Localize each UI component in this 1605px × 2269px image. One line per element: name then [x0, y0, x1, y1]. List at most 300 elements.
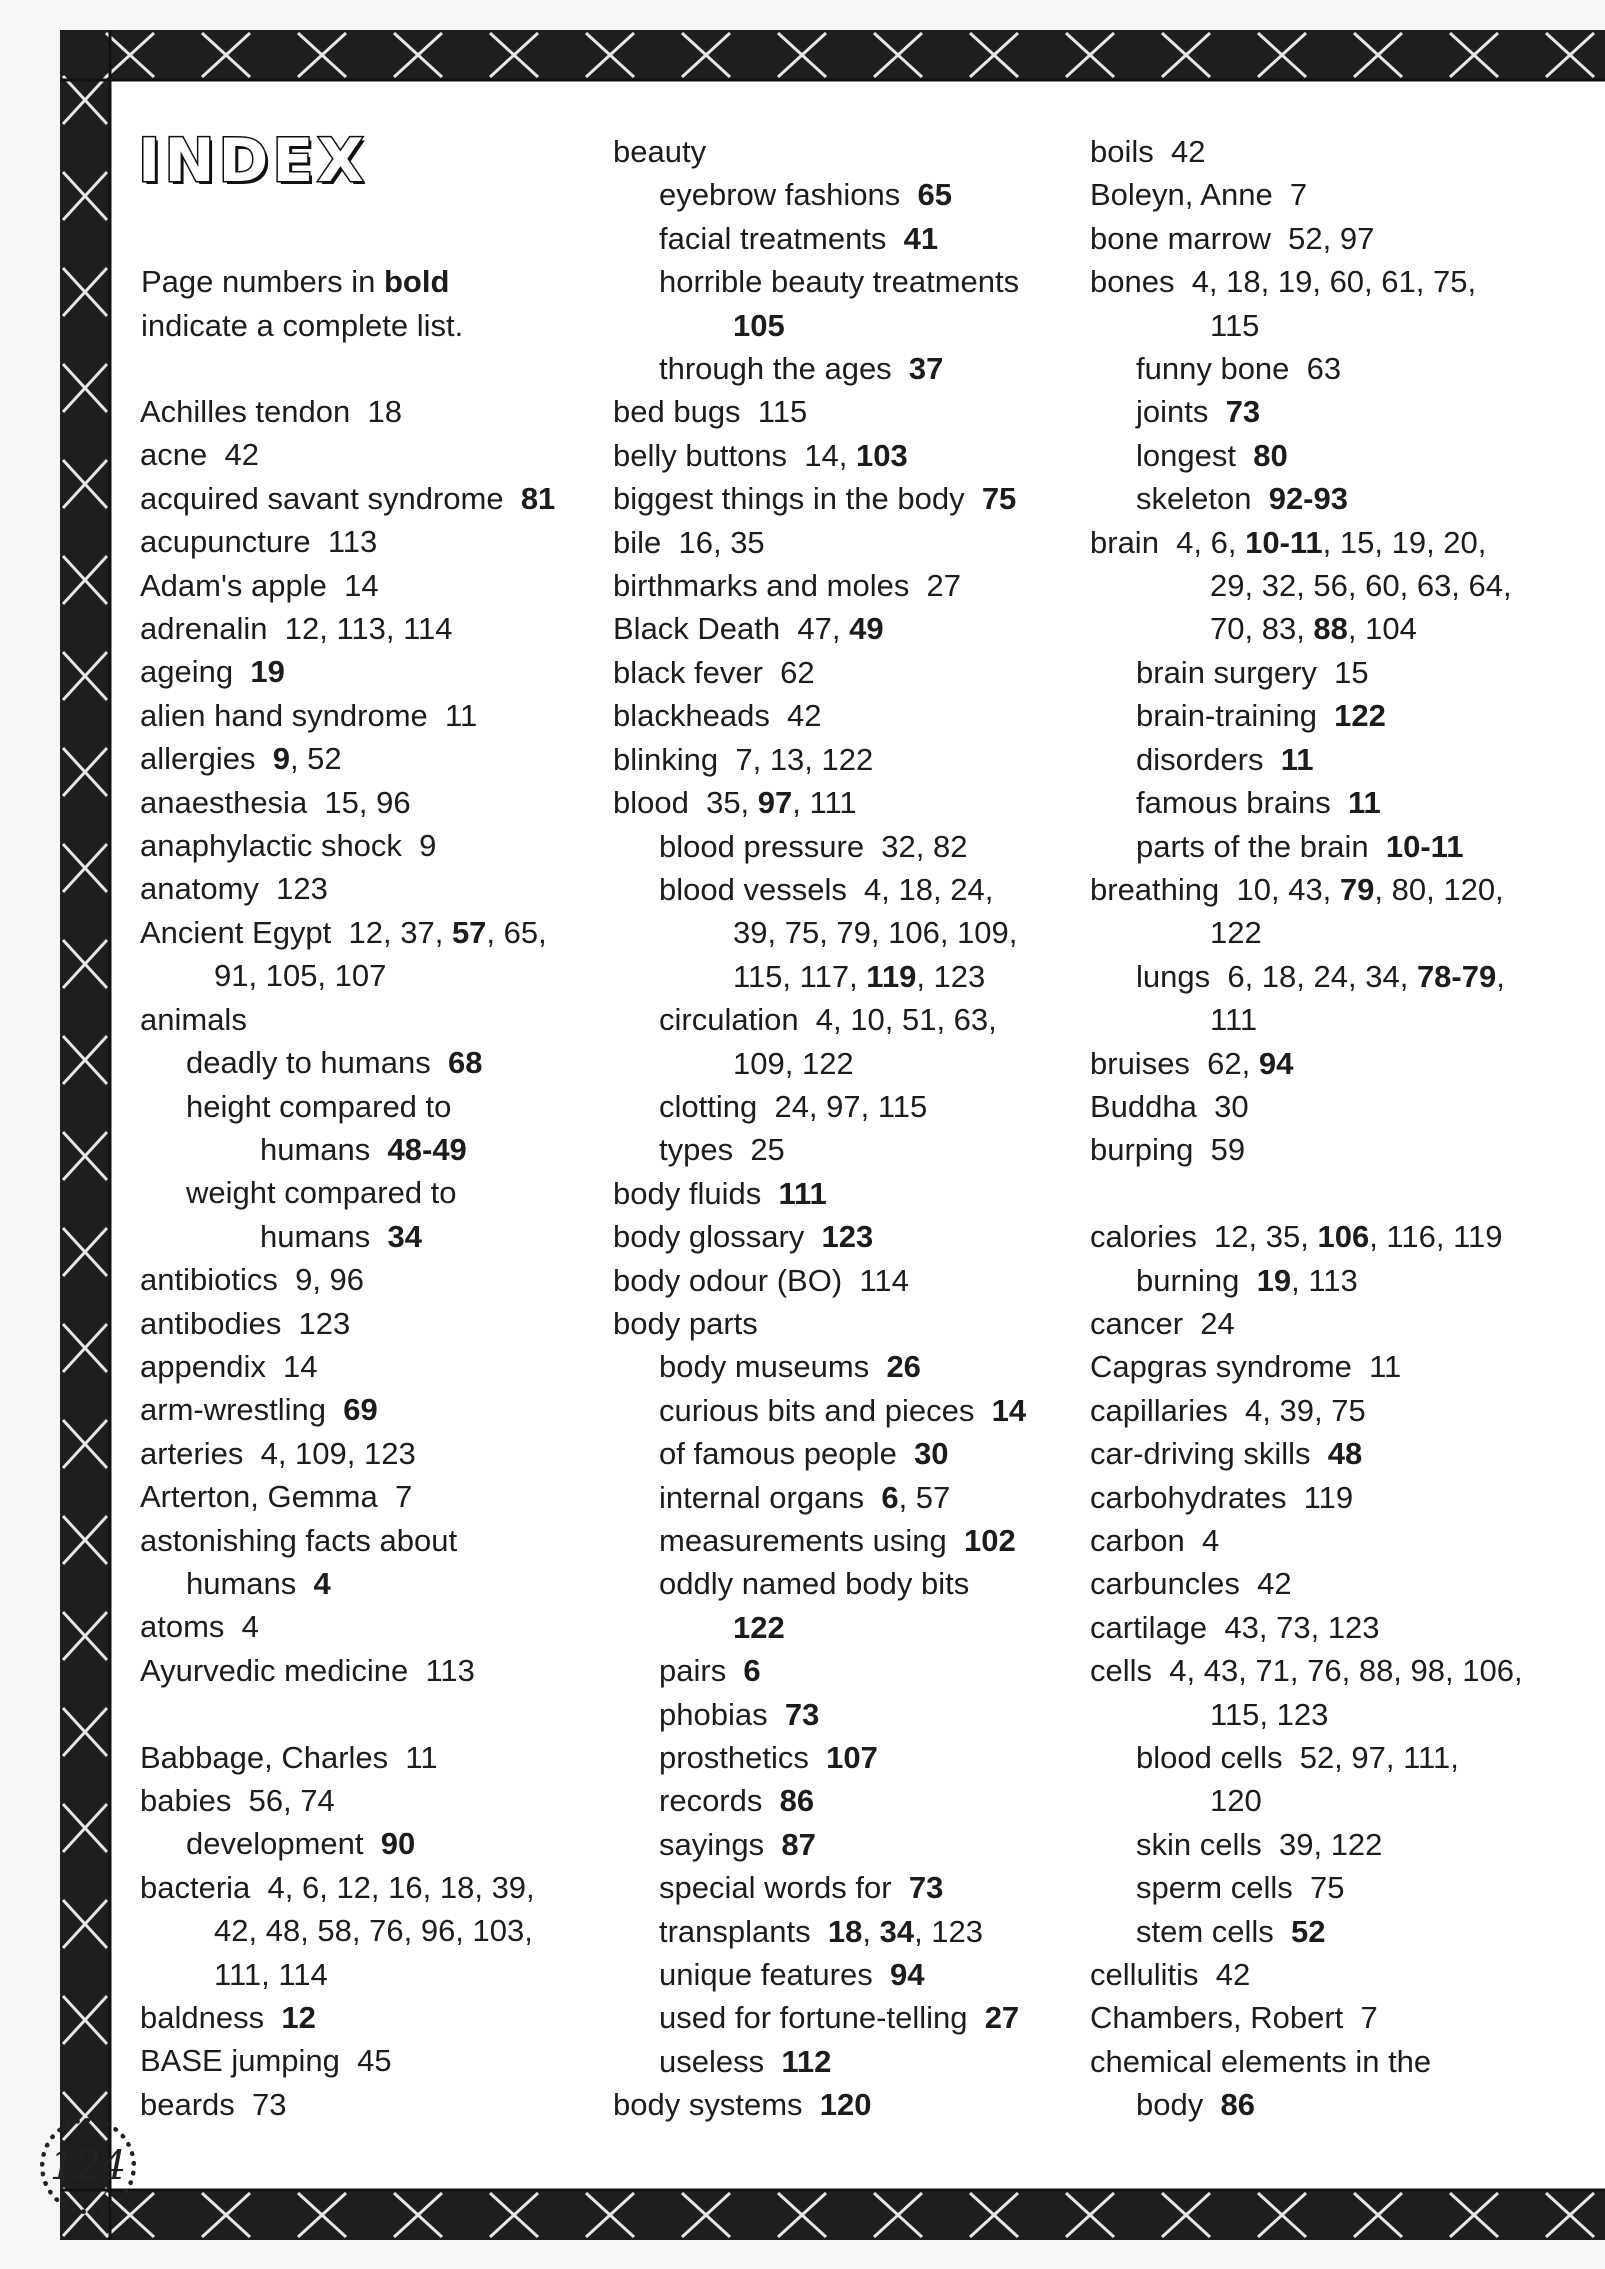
index-entry-text: unique features: [659, 1957, 890, 1993]
index-entry-text: blood pressure 32, 82: [659, 828, 968, 864]
index-entry-text: calories 12, 35,: [1090, 1219, 1318, 1255]
index-page-ref-bold: 27: [984, 2000, 1020, 2036]
index-entry-text: 115, 117,: [733, 958, 867, 994]
index-entry-text: 39, 75, 79, 106, 109,: [733, 915, 1018, 951]
index-entry-text: famous brains: [1136, 785, 1348, 821]
index-entry-text: disorders: [1136, 741, 1281, 777]
index-entry-text: sayings: [659, 1826, 782, 1862]
index-entry-text: blood 35,: [613, 785, 758, 821]
index-entry: [1090, 1259, 1605, 1302]
index-entry: [1090, 1823, 1605, 1866]
index-entry: [140, 1953, 580, 1996]
index-entry: [613, 1823, 1063, 1866]
index-entry-text: 111: [1210, 1002, 1258, 1038]
index-page-ref-bold: 6: [881, 1479, 899, 1515]
index-entry: [613, 1345, 1063, 1388]
index-entry: [140, 650, 580, 693]
index-entry: [140, 1605, 580, 1648]
index-page-ref-bold: 68: [447, 1045, 483, 1081]
index-column-2: [613, 130, 1063, 2127]
index-entry: [140, 911, 580, 954]
index-page-ref-bold: 94: [889, 1957, 925, 1993]
index-entry-text: capillaries 4, 39, 75: [1090, 1392, 1366, 1428]
index-entry-text: special words for: [659, 1870, 909, 1906]
index-entry: [1090, 1085, 1605, 1128]
index-page-ref-bold: 90: [380, 1826, 416, 1862]
index-entry-text: Buddha 30: [1090, 1088, 1249, 1124]
index-entry-text: Babbage, Charles 11: [140, 1739, 438, 1775]
index-entry-text: carbohydrates 119: [1090, 1479, 1354, 1515]
intro-note: [141, 260, 561, 348]
index-entry: [140, 1736, 580, 1779]
index-entry-text: used for fortune-telling: [659, 2000, 985, 2036]
index-page-ref-bold: 14: [991, 1392, 1027, 1428]
index-entry: [1090, 260, 1605, 303]
index-entry: [1090, 304, 1605, 347]
index-entry: [613, 651, 1063, 694]
index-entry-text: body odour (BO) 114: [613, 1262, 909, 1298]
index-entry-text: carbuncles 42: [1090, 1566, 1292, 1602]
index-entry-text: ,: [1496, 958, 1505, 994]
index-entry-text: blood cells 52, 97, 111,: [1136, 1740, 1459, 1776]
index-entry: [613, 1693, 1063, 1736]
index-entry-text: acne 42: [140, 437, 259, 473]
index-page-ref-bold: 49: [849, 611, 884, 647]
index-entry: [1090, 1606, 1605, 1649]
index-entry: [140, 1041, 580, 1084]
index-entry-text: , 15, 19, 20,: [1322, 524, 1487, 560]
index-entry: [140, 433, 580, 476]
index-entry: [1090, 738, 1605, 781]
index-entry-text: weight compared to: [186, 1175, 457, 1211]
index-entry: [140, 1085, 580, 1128]
index-page-ref-bold: 119: [866, 958, 917, 994]
index-entry: [140, 694, 580, 737]
index-entry: [1090, 130, 1605, 173]
index-entry: [613, 1476, 1063, 1519]
index-entry: [1090, 1302, 1605, 1345]
index-entry-text: , 80, 120,: [1374, 871, 1504, 907]
index-entry: [613, 868, 1063, 911]
index-entry: [613, 434, 1063, 477]
index-entry: [140, 1909, 580, 1952]
index-entry-text: Chambers, Robert 7: [1090, 2000, 1378, 2036]
index-page-ref-bold: 65: [917, 177, 952, 213]
index-entry: [1090, 955, 1605, 998]
index-page-ref-bold: 103: [856, 437, 908, 473]
intro-bold-word: bold: [383, 264, 450, 299]
index-entry: [140, 2039, 580, 2082]
page-number: 124: [40, 2118, 136, 2214]
index-entry: [613, 998, 1063, 1041]
index-page-ref-bold: 88: [1313, 611, 1348, 647]
index-page-ref-bold: 105: [733, 307, 785, 343]
index-entry-text: skeleton: [1136, 481, 1269, 517]
index-entry: [140, 954, 580, 997]
index-page-ref-bold: 86: [1220, 2087, 1255, 2123]
index-page-ref-bold: 10-11: [1385, 828, 1464, 864]
index-entry-text: burning: [1136, 1262, 1257, 1298]
index-page-ref-bold: 80: [1253, 437, 1288, 473]
index-entry-text: joints: [1136, 394, 1226, 430]
index-entry: [613, 1996, 1063, 2039]
index-entry-text: 115: [1210, 307, 1260, 343]
index-entry-text: records: [659, 1783, 780, 1819]
index-entry: [1090, 1866, 1605, 1909]
index-page-ref-bold: 87: [781, 1826, 816, 1862]
index-entry: [1090, 1953, 1605, 1996]
index-entry: [1090, 347, 1605, 390]
index-entry: [140, 867, 580, 910]
index-entry: [613, 607, 1063, 650]
index-entry: [613, 911, 1063, 954]
index-entry: [140, 824, 580, 867]
index-entry: [1090, 1389, 1605, 1432]
index-entry-text: acquired savant syndrome: [140, 480, 521, 516]
index-page-ref-bold: 79: [1339, 871, 1375, 907]
index-entry: [1090, 390, 1605, 433]
index-entry-text: , 65,: [486, 914, 547, 950]
index-entry: [613, 390, 1063, 433]
index-entry-text: 115, 123: [1210, 1696, 1329, 1732]
index-entry: [1090, 1910, 1605, 1953]
index-entry: [1090, 825, 1605, 868]
index-entry: [613, 130, 1063, 173]
index-entry-text: blackheads 42: [613, 698, 822, 734]
index-entry: [1090, 477, 1605, 520]
index-entry: [140, 1822, 580, 1865]
index-page-ref-bold: 11: [1347, 785, 1381, 821]
index-entry-text: Black Death 47,: [613, 611, 850, 647]
index-page: [108, 118, 1605, 2138]
page-title: INDEX: [138, 126, 368, 196]
index-entry-text: curious bits and pieces: [659, 1392, 992, 1428]
index-entry-text: parts of the brain: [1136, 828, 1386, 864]
index-entry-text: bones 4, 18, 19, 60, 61, 75,: [1090, 264, 1477, 300]
index-page-ref-bold: 78-79: [1416, 958, 1497, 994]
index-entry: [613, 1128, 1063, 1171]
index-entry-text: acupuncture 113: [140, 524, 378, 560]
index-page-ref-bold: 75: [981, 481, 1017, 517]
index-entry-text: humans: [186, 1565, 314, 1601]
index-entry: [140, 1215, 580, 1258]
index-page-ref-bold: 30: [914, 1436, 949, 1472]
index-entry-text: blood vessels 4, 18, 24,: [659, 871, 994, 907]
index-entry: [1090, 998, 1605, 1041]
index-entry: [613, 1953, 1063, 1996]
index-entry-text: types 25: [659, 1132, 785, 1168]
index-entry: [1090, 564, 1605, 607]
index-entry: [140, 1345, 580, 1388]
index-entry: [1090, 434, 1605, 477]
index-entry-text: antibiotics 9, 96: [140, 1262, 365, 1298]
index-entry: [1090, 173, 1605, 216]
index-entry-text: animals: [140, 1001, 247, 1037]
index-entry: [613, 1432, 1063, 1475]
index-entry-text: bone marrow 52, 97: [1090, 220, 1375, 256]
index-entry: [1090, 2083, 1605, 2126]
index-entry: [613, 738, 1063, 781]
index-entry: [1090, 1345, 1605, 1388]
index-page-ref-bold: 48: [1327, 1436, 1363, 1472]
index-entry-text: 120: [1210, 1783, 1262, 1819]
index-entry-text: cellulitis 42: [1090, 1957, 1251, 1993]
index-entry-text: , 52: [289, 741, 342, 777]
index-entry: [613, 1085, 1063, 1128]
index-entry: [140, 477, 580, 520]
index-entry-text: chemical elements in the: [1090, 2043, 1432, 2079]
index-entry: [1090, 1215, 1605, 1258]
index-section-gap: [1090, 1172, 1605, 1215]
index-entry-text: carbon 4: [1090, 1522, 1220, 1558]
index-entry: [140, 520, 580, 563]
index-entry: [613, 217, 1063, 260]
index-page-ref-bold: 4: [313, 1565, 331, 1601]
index-entry-text: , 57: [898, 1479, 951, 1515]
index-page-ref-bold: 10-11: [1245, 524, 1323, 560]
index-entry-text: body systems: [613, 2087, 820, 2123]
index-entry-text: brain surgery 15: [1136, 654, 1369, 690]
index-entry-text: useless: [659, 2043, 782, 2079]
index-entry: [1090, 1128, 1605, 1171]
index-entry-text: burping 59: [1090, 1132, 1246, 1168]
index-entry-text: allergies: [140, 741, 273, 777]
index-entry: [613, 1215, 1063, 1258]
intro-text-end: indicate a complete list.: [141, 308, 464, 343]
index-page-ref-bold: 73: [908, 1870, 944, 1906]
index-entry-text: anaphylactic shock 9: [140, 828, 437, 864]
index-entry-text: humans: [260, 1131, 388, 1167]
index-entry-text: , 123: [916, 958, 986, 994]
index-page-ref-bold: 120: [819, 2087, 872, 2123]
index-entry-text: Ancient Egypt 12, 37,: [140, 914, 452, 950]
index-page-ref-bold: 73: [1225, 394, 1261, 430]
index-entry: [140, 998, 580, 1041]
index-page-ref-bold: 81: [520, 480, 556, 516]
index-entry: [140, 2083, 580, 2126]
index-entry-text: clotting 24, 97, 115: [659, 1088, 928, 1124]
index-entry-text: boils 42: [1090, 134, 1206, 169]
index-entry-text: , 116, 119: [1369, 1219, 1503, 1255]
index-entry: [613, 1259, 1063, 1302]
index-entry: [1090, 607, 1605, 650]
index-page-ref-bold: 102: [963, 1523, 1016, 1558]
index-entry-text: beauty: [613, 134, 707, 169]
index-entry: [140, 1258, 580, 1301]
index-entry-text: ageing: [140, 654, 251, 690]
index-page-ref-bold: 97: [757, 785, 793, 821]
index-entry: [140, 1302, 580, 1345]
index-entry: [140, 390, 580, 433]
index-page-ref-bold: 73: [784, 1696, 820, 1732]
index-entry-text: Achilles tendon 18: [140, 394, 402, 429]
index-entry: [1090, 1476, 1605, 1519]
index-entry: [613, 1606, 1063, 1649]
index-entry-text: prosthetics: [659, 1740, 827, 1776]
index-entry: [613, 825, 1063, 868]
index-entry-text: bed bugs 115: [613, 394, 808, 430]
index-entry-text: lungs 6, 18, 24, 34,: [1136, 958, 1417, 994]
index-page-ref-bold: 41: [903, 220, 939, 256]
index-entry: [1090, 1736, 1605, 1779]
index-entry-text: car-driving skills: [1090, 1436, 1328, 1472]
index-entry-text: deadly to humans: [186, 1045, 448, 1081]
index-entry: [613, 347, 1063, 390]
index-entry-text: blinking 7, 13, 122: [613, 741, 874, 777]
index-page-ref-bold: 9: [272, 741, 290, 777]
index-page-ref-bold: 6: [743, 1653, 761, 1689]
index-page-ref-bold: 48-49: [387, 1131, 467, 1167]
index-entry-text: eyebrow fashions: [659, 177, 918, 213]
index-page-ref-bold: 52: [1291, 1913, 1326, 1949]
index-entry: [613, 477, 1063, 520]
index-page-ref-bold: 123: [821, 1219, 874, 1255]
index-entry: [613, 2083, 1063, 2126]
index-entry-text: , 113: [1291, 1262, 1358, 1298]
index-entry-text: 122: [1210, 915, 1262, 951]
index-entry: [1090, 1693, 1605, 1736]
index-page-ref-bold: 37: [908, 351, 944, 387]
index-page-ref-bold: 34: [387, 1218, 422, 1254]
index-entry: [613, 1866, 1063, 1909]
index-entry-text: arm-wrestling: [140, 1392, 344, 1428]
index-entry-text: internal organs: [659, 1479, 882, 1515]
index-page-ref-bold: 26: [886, 1349, 921, 1385]
index-entry: [1090, 1779, 1605, 1822]
index-page-ref-bold: 92-93: [1268, 481, 1348, 517]
index-entry-text: bacteria 4, 6, 12, 16, 18, 39,: [140, 1869, 535, 1905]
index-entry-text: cancer 24: [1090, 1305, 1235, 1341]
index-entry-text: through the ages: [659, 351, 909, 387]
index-entry: [1090, 1432, 1605, 1475]
index-entry-text: brain 4, 6,: [1090, 524, 1246, 560]
index-entry-text: body glossary: [613, 1219, 822, 1255]
index-section-gap: [140, 1692, 580, 1735]
index-entry: [1090, 1042, 1605, 1085]
index-entry: [1090, 2040, 1605, 2083]
index-entry: [1090, 868, 1605, 911]
index-page-ref-bold: 11: [1280, 741, 1314, 777]
index-entry-text: astonishing facts about: [140, 1522, 458, 1558]
index-entry: [140, 1432, 580, 1475]
index-entry: [1090, 1996, 1605, 2039]
index-entry: [613, 1736, 1063, 1779]
index-entry: [140, 1779, 580, 1822]
index-entry-text: ,: [862, 1913, 880, 1949]
index-page-ref-bold: 122: [1334, 698, 1386, 734]
index-entry-text: adrenalin 12, 113, 114: [140, 611, 453, 647]
index-entry: [140, 1562, 580, 1605]
index-entry-text: body museums: [659, 1349, 887, 1385]
index-entry-text: body: [1136, 2087, 1221, 2123]
index-entry-text: alien hand syndrome 11: [140, 697, 478, 733]
index-entry-text: beards 73: [140, 2086, 287, 2122]
index-entry: [613, 1779, 1063, 1822]
index-entry-text: sperm cells 75: [1136, 1870, 1345, 1906]
index-entry-text: body fluids: [613, 1175, 779, 1211]
index-entry-text: phobias: [659, 1696, 785, 1732]
index-entry-text: atoms 4: [140, 1609, 259, 1645]
intro-text-start: Page numbers in: [141, 264, 384, 299]
index-entry-text: 70, 83,: [1210, 611, 1314, 647]
index-entry: [140, 781, 580, 824]
index-entry: [613, 1302, 1063, 1345]
index-entry: [613, 1562, 1063, 1605]
index-entry-text: 111, 114: [214, 1956, 328, 1992]
index-entry: [140, 1388, 580, 1431]
index-entry: [140, 1996, 580, 2039]
index-entry: [613, 260, 1063, 303]
index-entry: [1090, 911, 1605, 954]
index-entry: [140, 1128, 580, 1171]
index-entry-text: , 123: [914, 1913, 984, 1949]
index-entry-text: , 104: [1347, 611, 1417, 647]
index-entry-text: antibodies 123: [140, 1305, 351, 1341]
index-page-ref-bold: 12: [281, 2000, 316, 2036]
index-entry-text: measurements using: [659, 1523, 964, 1558]
index-page-ref-bold: 86: [779, 1783, 815, 1819]
index-page-ref-bold: 106: [1317, 1219, 1370, 1255]
index-entry: [613, 173, 1063, 216]
index-entry-text: anaesthesia 15, 96: [140, 784, 411, 820]
index-entry-text: babies 56, 74: [140, 1782, 335, 1818]
index-entry: [613, 564, 1063, 607]
index-entry-text: Boleyn, Anne 7: [1090, 177, 1308, 213]
index-entry-text: transplants: [659, 1913, 828, 1949]
index-entry: [1090, 217, 1605, 260]
index-entry: [1090, 651, 1605, 694]
index-page-ref-bold: 19: [250, 654, 285, 690]
index-entry-text: bruises 62,: [1090, 1045, 1259, 1081]
index-entry-text: 42, 48, 58, 76, 96, 103,: [214, 1913, 533, 1949]
index-entry-text: BASE jumping 45: [140, 2043, 392, 2079]
index-entry-text: humans: [260, 1218, 388, 1254]
index-entry: [613, 1172, 1063, 1215]
index-entry: [1090, 521, 1605, 564]
index-entry-text: Arterton, Gemma 7: [140, 1479, 413, 1515]
index-entry-text: circulation 4, 10, 51, 63,: [659, 1002, 997, 1038]
index-entry: [613, 694, 1063, 737]
index-entry-text: arteries 4, 109, 123: [140, 1435, 416, 1471]
index-entry: [613, 1649, 1063, 1692]
index-entry: [613, 781, 1063, 824]
index-entry: [140, 737, 580, 780]
index-entry-text: 109, 122: [733, 1045, 854, 1081]
index-entry-text: Capgras syndrome 11: [1090, 1349, 1402, 1385]
index-entry-text: horrible beauty treatments: [659, 264, 1020, 300]
index-entry-text: biggest things in the body: [613, 481, 982, 517]
index-page-ref-bold: 112: [781, 2043, 832, 2079]
index-page-ref-bold: 18: [827, 1913, 863, 1949]
index-entry: [1090, 694, 1605, 737]
index-entry-text: development: [186, 1826, 381, 1862]
index-entry: [613, 1389, 1063, 1432]
index-entry-text: pairs: [659, 1653, 744, 1689]
index-entry-text: birthmarks and moles 27: [613, 568, 962, 604]
index-entry: [1090, 1649, 1605, 1692]
index-page-ref-bold: 69: [343, 1392, 378, 1428]
index-entry-text: Adam's apple 14: [140, 567, 379, 603]
index-entry: [1090, 781, 1605, 824]
index-entry: [140, 607, 580, 650]
index-entry: [613, 304, 1063, 347]
index-entry-text: skin cells 39, 122: [1136, 1826, 1383, 1862]
index-entry-text: black fever 62: [613, 654, 815, 690]
index-entry: [140, 1649, 580, 1692]
index-entry: [613, 1519, 1063, 1562]
index-column-3: [1090, 130, 1605, 2127]
index-page-ref-bold: 111: [778, 1175, 827, 1211]
